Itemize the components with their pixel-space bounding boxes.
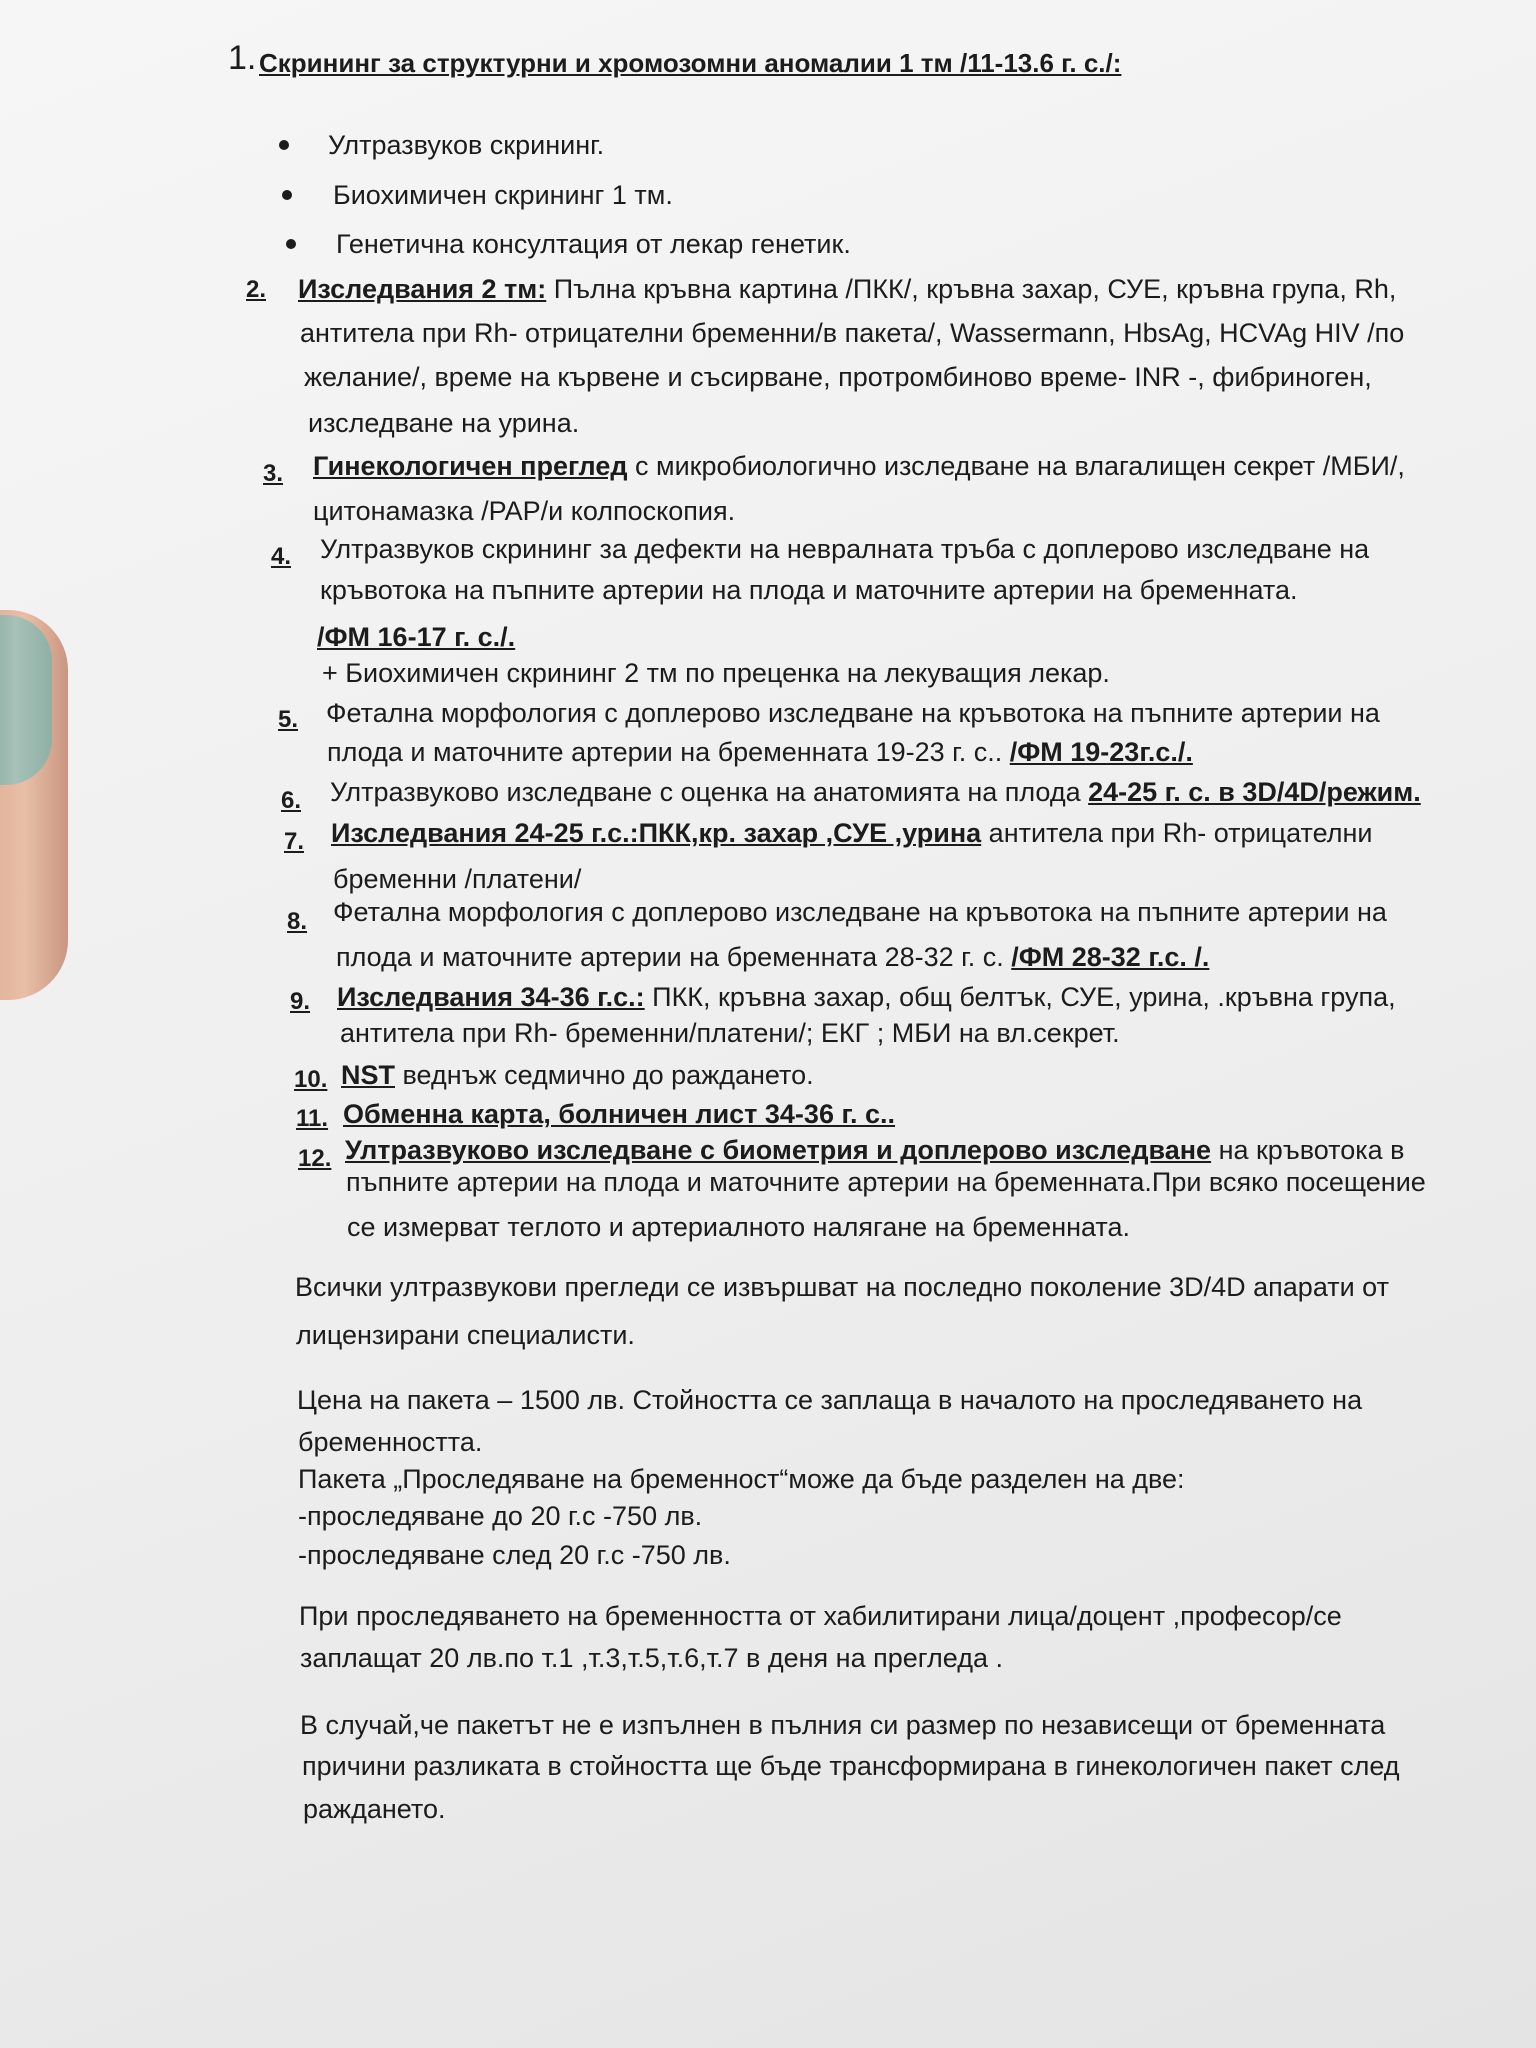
item-number: 7.	[284, 828, 305, 855]
item-9-lead: Изследвания 34-36 г.с.:	[337, 982, 645, 1012]
item-5-line: плода и маточните артерии на бременната 19-23 г. с.. /ФМ 19-23г.с./.	[327, 737, 1193, 767]
item-number: 8.	[287, 908, 308, 935]
bullet-item: Биохимичен скрининг 1 тм.	[333, 180, 673, 210]
item-4-line: + Биохимичен скрининг 2 тм по преценка на лекуващия лекар.	[322, 658, 1110, 688]
paragraph-line: Пакета „Проследяване на бременност“може да бъде разделен на две:	[298, 1464, 1185, 1494]
document-title: Скрининг за структурни и хромозомни аномалии 1 тм /11-13.6 г. с./:	[259, 48, 1122, 78]
item-12-line: Ултразвуково изследване с биометрия и доплерово изследване на кръвотока в	[345, 1135, 1405, 1165]
item-2-line: Изследвания 2 тм: Пълна кръвна картина /ПКК/, кръвна захар, СУЕ, кръвна група, Rh,	[298, 274, 1397, 304]
item-4-line: кръвотока на пъпните артерии на плода и маточните артерии на бременната.	[320, 575, 1298, 605]
item-3-line: цитонамазка /PAP/и колпоскопия.	[313, 496, 736, 526]
item-number: 4.	[271, 543, 292, 570]
bullet-dot	[282, 190, 292, 200]
paragraph-line: причини разликата в стойността ще бъде трансформирана в гинекологичен пакет след	[302, 1751, 1400, 1781]
item-8-line: Фетална морфология с доплерово изследване на кръвотока на пъпните артерии на	[333, 897, 1387, 927]
paragraph-line: -проследяване след 20 г.с -750 лв.	[298, 1540, 731, 1570]
item-3-line: Гинекологичен преглед с микробиологично изследване на влагалищен секрет /МБИ/,	[313, 451, 1405, 481]
paragraph-line: При проследяването на бременността от хабилитирани лица/доцент ,професор/се	[299, 1601, 1342, 1631]
item-10-lead: NST	[341, 1060, 395, 1090]
item-6-line: Ултразвуково изследване с оценка на анатомията на плода 24-25 г. с. в 3D/4D/режим.	[330, 777, 1421, 807]
item-7-lead: Изследвания 24-25 г.с.:ПКК,кр. захар ,СУЕ ,урина	[331, 818, 982, 848]
item-number: 2.	[246, 276, 267, 303]
item-9-line: Изследвания 34-36 г.с.: ПКК, кръвна захар, общ белтък, СУЕ, урина, .кръвна група,	[337, 982, 1396, 1012]
item-2-line: антитела при Rh- отрицателни бременни/в пакета/, Wassermann, HbsAg, HCVAg HIV /по	[300, 318, 1405, 348]
paragraph-line: лицензирани специалисти.	[296, 1320, 635, 1350]
item-9-line: антитела при Rh- бременни/платени/; ЕКГ ; МБИ на вл.секрет.	[340, 1018, 1120, 1048]
paragraph-line: В случай,че пакетът не е изпълнен в пълния си размер по независещи от бременната	[300, 1710, 1386, 1740]
paragraph-line: раждането.	[303, 1794, 446, 1824]
item-2-lead: Изследвания 2 тм:	[298, 274, 547, 304]
item-3-lead: Гинекологичен преглед	[313, 451, 628, 481]
item-4-line: /ФМ 16-17 г. с./.	[317, 622, 516, 652]
item-number: 9.	[290, 988, 311, 1015]
paragraph-line: бременността.	[298, 1427, 483, 1457]
item-number: 3.	[263, 460, 284, 487]
item-12-line: се измерват теглото и артериалното налягане на бременната.	[347, 1212, 1131, 1242]
item-10-line: NST веднъж седмично до раждането.	[341, 1060, 814, 1090]
item-number: 10.	[294, 1066, 328, 1093]
item-4-line: Ултразвуков скрининг за дефекти на невралната тръба с доплерово изследване на	[320, 534, 1370, 564]
bullet-item: Генетична консултация от лекар генетик.	[336, 229, 851, 259]
title-number: 1.	[228, 39, 257, 77]
item-12-lead: Ултразвуково изследване с биометрия и доплерово изследване	[345, 1135, 1212, 1165]
fingernail	[0, 615, 52, 785]
bullet-dot	[279, 140, 289, 150]
item-number: 12.	[298, 1145, 332, 1172]
paragraph-line: заплащат 20 лв.по т.1 ,т.3,т.5,т.6,т.7 в деня на прегледа .	[300, 1643, 1003, 1673]
item-number: 5.	[278, 706, 299, 733]
bullet-dot	[286, 239, 296, 249]
item-2-line: изследване на урина.	[308, 408, 580, 438]
item-11-line: Обменна карта, болничен лист 34-36 г. с..	[343, 1099, 896, 1129]
paragraph-line: Цена на пакета – 1500 лв. Стойността се заплаща в началото на проследяването на	[297, 1385, 1363, 1415]
item-number: 6.	[281, 787, 302, 814]
item-number: 11.	[296, 1105, 329, 1132]
item-8-line: плода и маточните артерии на бременната 28-32 г. с. /ФМ 28-32 г.с. /.	[336, 942, 1210, 972]
item-7-line: Изследвания 24-25 г.с.:ПКК,кр. захар ,СУЕ ,урина антитела при Rh- отрицателни	[331, 818, 1373, 848]
paragraph-line: -проследяване до 20 г.с -750 лв.	[298, 1501, 703, 1531]
item-12-line: пъпните артерии на плода и маточните артерии на бременната.При всяко посещение	[346, 1167, 1426, 1197]
item-2-line: желание/, време на кървене и съсирване, протромбиново време- INR -, фибриноген,	[304, 362, 1372, 392]
item-7-line: бременни /платени/	[333, 864, 582, 894]
item-5-line: Фетална морфология с доплерово изследване на кръвотока на пъпните артерии на	[326, 698, 1380, 728]
bullet-item: Ултразвуков скрининг.	[328, 130, 605, 160]
paragraph-line: Всички ултразвукови прегледи се извършват на последно поколение 3D/4D апарати от	[295, 1272, 1389, 1302]
